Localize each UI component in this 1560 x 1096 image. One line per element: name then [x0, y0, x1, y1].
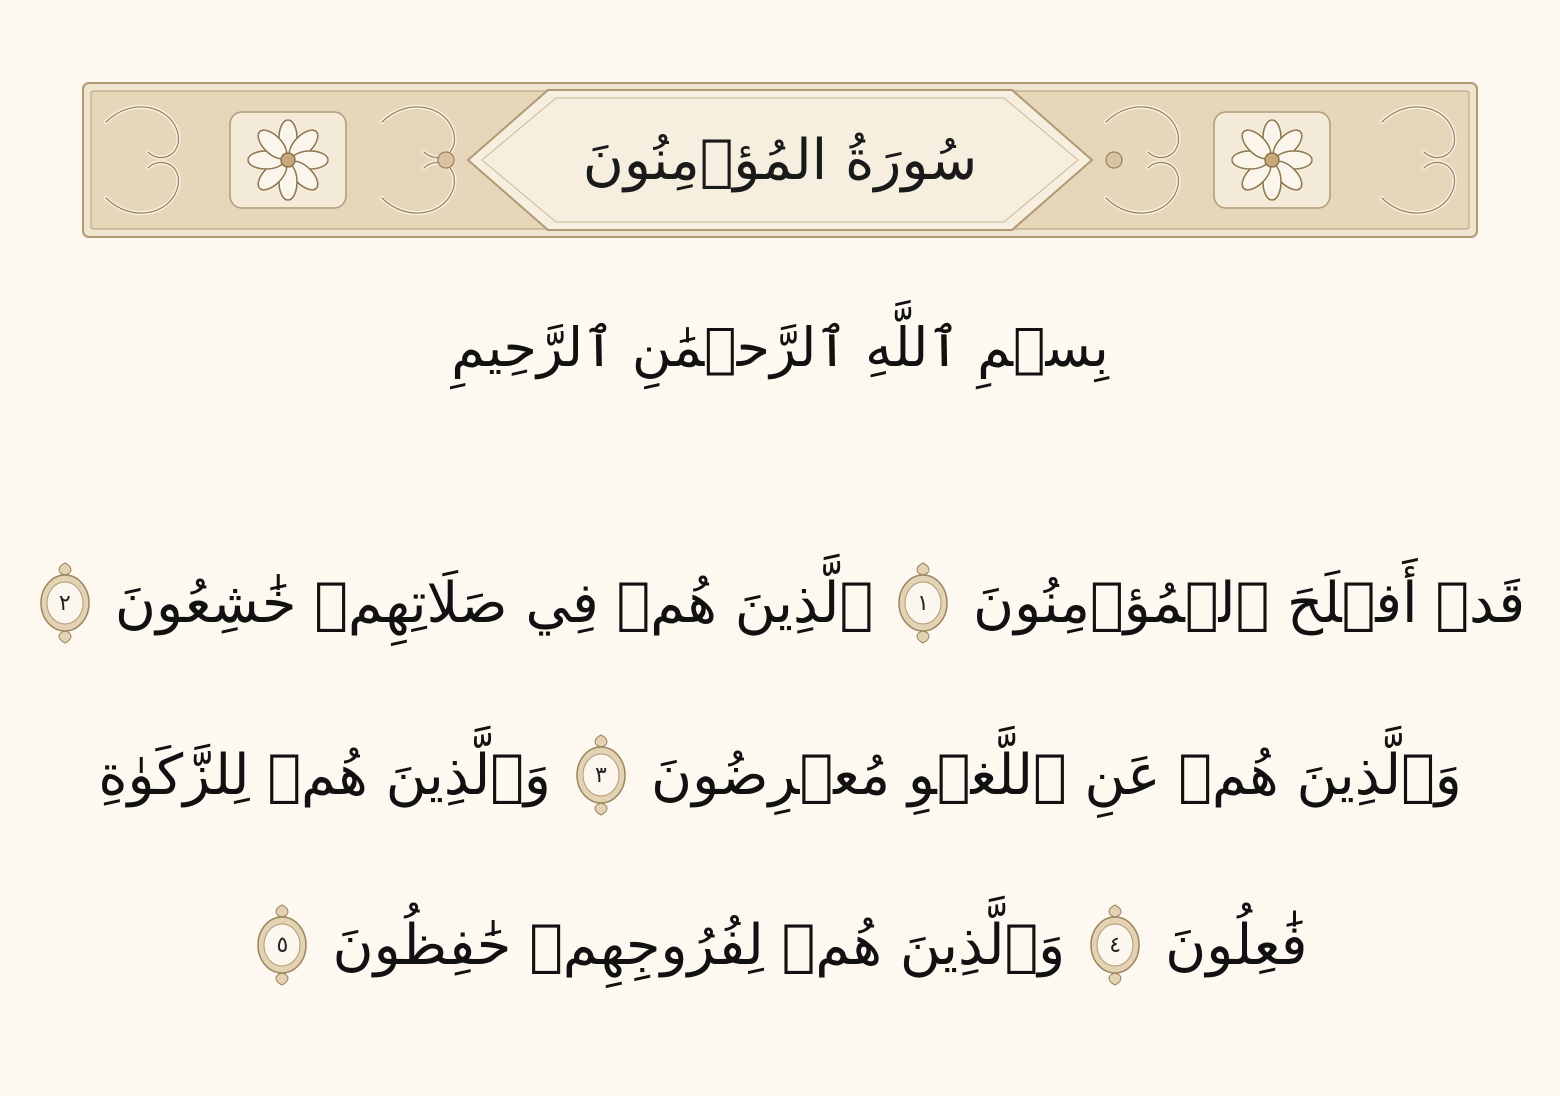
ayah-marker [897, 559, 949, 647]
ayah-number: ١ [917, 590, 929, 616]
basmala: بِسۡمِ ٱللَّهِ ٱلرَّحۡمَٰنِ ٱلرَّحِيمِ [451, 315, 1109, 379]
verse-line [90, 890, 1470, 1000]
left-rosette-icon [230, 112, 346, 208]
verse-text: قَدۡ أَفۡلَحَ ٱلۡمُؤۡمِنُونَ [973, 570, 1526, 636]
verse-text: ٱلَّذِينَ هُمۡ فِي صَلَاتِهِمۡ خَٰشِعُونَ [114, 570, 874, 636]
verse-text: وَٱلَّذِينَ هُمۡ لِفُرُوجِهِمۡ حَٰفِظُونَ [332, 912, 1066, 978]
ayah-marker [256, 901, 308, 989]
ayah-marker [39, 559, 91, 647]
verse-text: وَٱلَّذِينَ هُمۡ عَنِ ٱللَّغۡوِ مُعۡرِضُونَ [650, 742, 1462, 808]
surah-title: سُورَةُ المُؤۡمِنُونَ [582, 127, 978, 193]
verse-line [90, 720, 1470, 830]
verse-text: فَٰعِلُونَ [1165, 912, 1308, 978]
ayah-number: ٢ [58, 590, 71, 616]
ayah-marker [1089, 901, 1141, 989]
ayah-marker [575, 731, 627, 819]
verse-line [58, 548, 1526, 658]
ayah-number: ٥ [276, 932, 289, 958]
right-rosette-icon [1214, 112, 1330, 208]
ayah-number: ٣ [595, 762, 607, 788]
verse-text: وَٱلَّذِينَ هُمۡ لِلزَّكَوٰةِ [98, 742, 551, 808]
ayah-number: ٤ [1109, 932, 1122, 958]
